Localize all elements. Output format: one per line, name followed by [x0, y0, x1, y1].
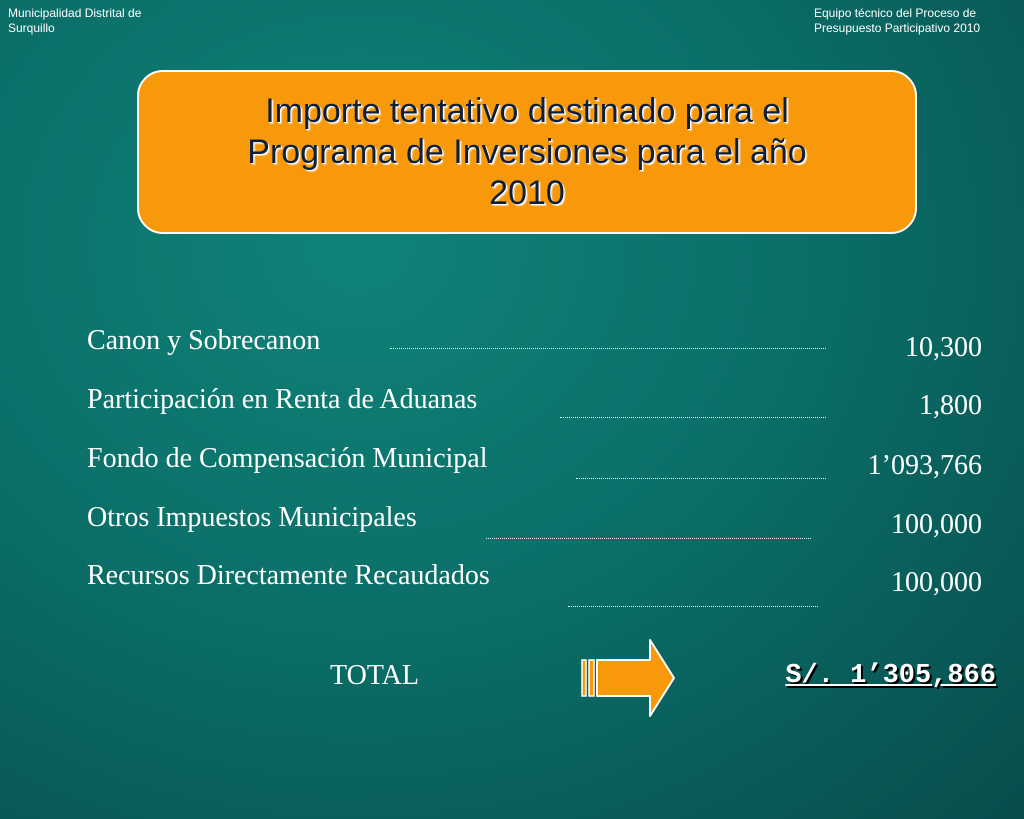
dotted-leader [568, 606, 818, 607]
item-label: Participación en Renta de Aduanas [87, 384, 478, 415]
list-item [0, 443, 1024, 503]
title-line3: 2010 [489, 173, 565, 212]
list-item [0, 325, 1024, 385]
item-value: 1’093,766 [867, 450, 982, 481]
slide-title [182, 91, 872, 214]
header-right [814, 6, 980, 36]
header-left-line1: Municipalidad Distrital de [8, 6, 142, 20]
list-item [0, 560, 1024, 620]
total-value: S/. 1’305,866 [785, 661, 996, 691]
item-value: 10,300 [905, 332, 982, 363]
item-label: Fondo de Compensación Municipal [87, 443, 488, 474]
dotted-leader [576, 478, 826, 479]
item-value: 100,000 [891, 509, 982, 540]
item-label: Canon y Sobrecanon [87, 325, 321, 356]
header-left [8, 6, 141, 36]
header-left-line2: Surquillo [8, 21, 55, 35]
dotted-leader [560, 417, 826, 418]
item-label: Recursos Directamente Recaudados [87, 560, 490, 591]
arrow-right-icon [580, 638, 676, 718]
total-label: TOTAL [330, 660, 420, 691]
dotted-leader [486, 538, 811, 539]
header-right-line1: Equipo técnico del Proceso de [814, 6, 977, 20]
dotted-leader [390, 348, 826, 349]
item-value: 1,800 [919, 390, 982, 421]
list-item [0, 502, 1024, 562]
list-item [0, 384, 1024, 444]
item-value: 100,000 [891, 567, 982, 598]
title-line1: Importe tentativo destinado para el [265, 91, 789, 130]
header-right-line2: Presupuesto Participativo 2010 [814, 21, 981, 35]
title-line2: Programa de Inversiones para el año [247, 132, 807, 171]
title-box [137, 70, 917, 234]
item-label: Otros Impuestos Municipales [87, 502, 417, 533]
